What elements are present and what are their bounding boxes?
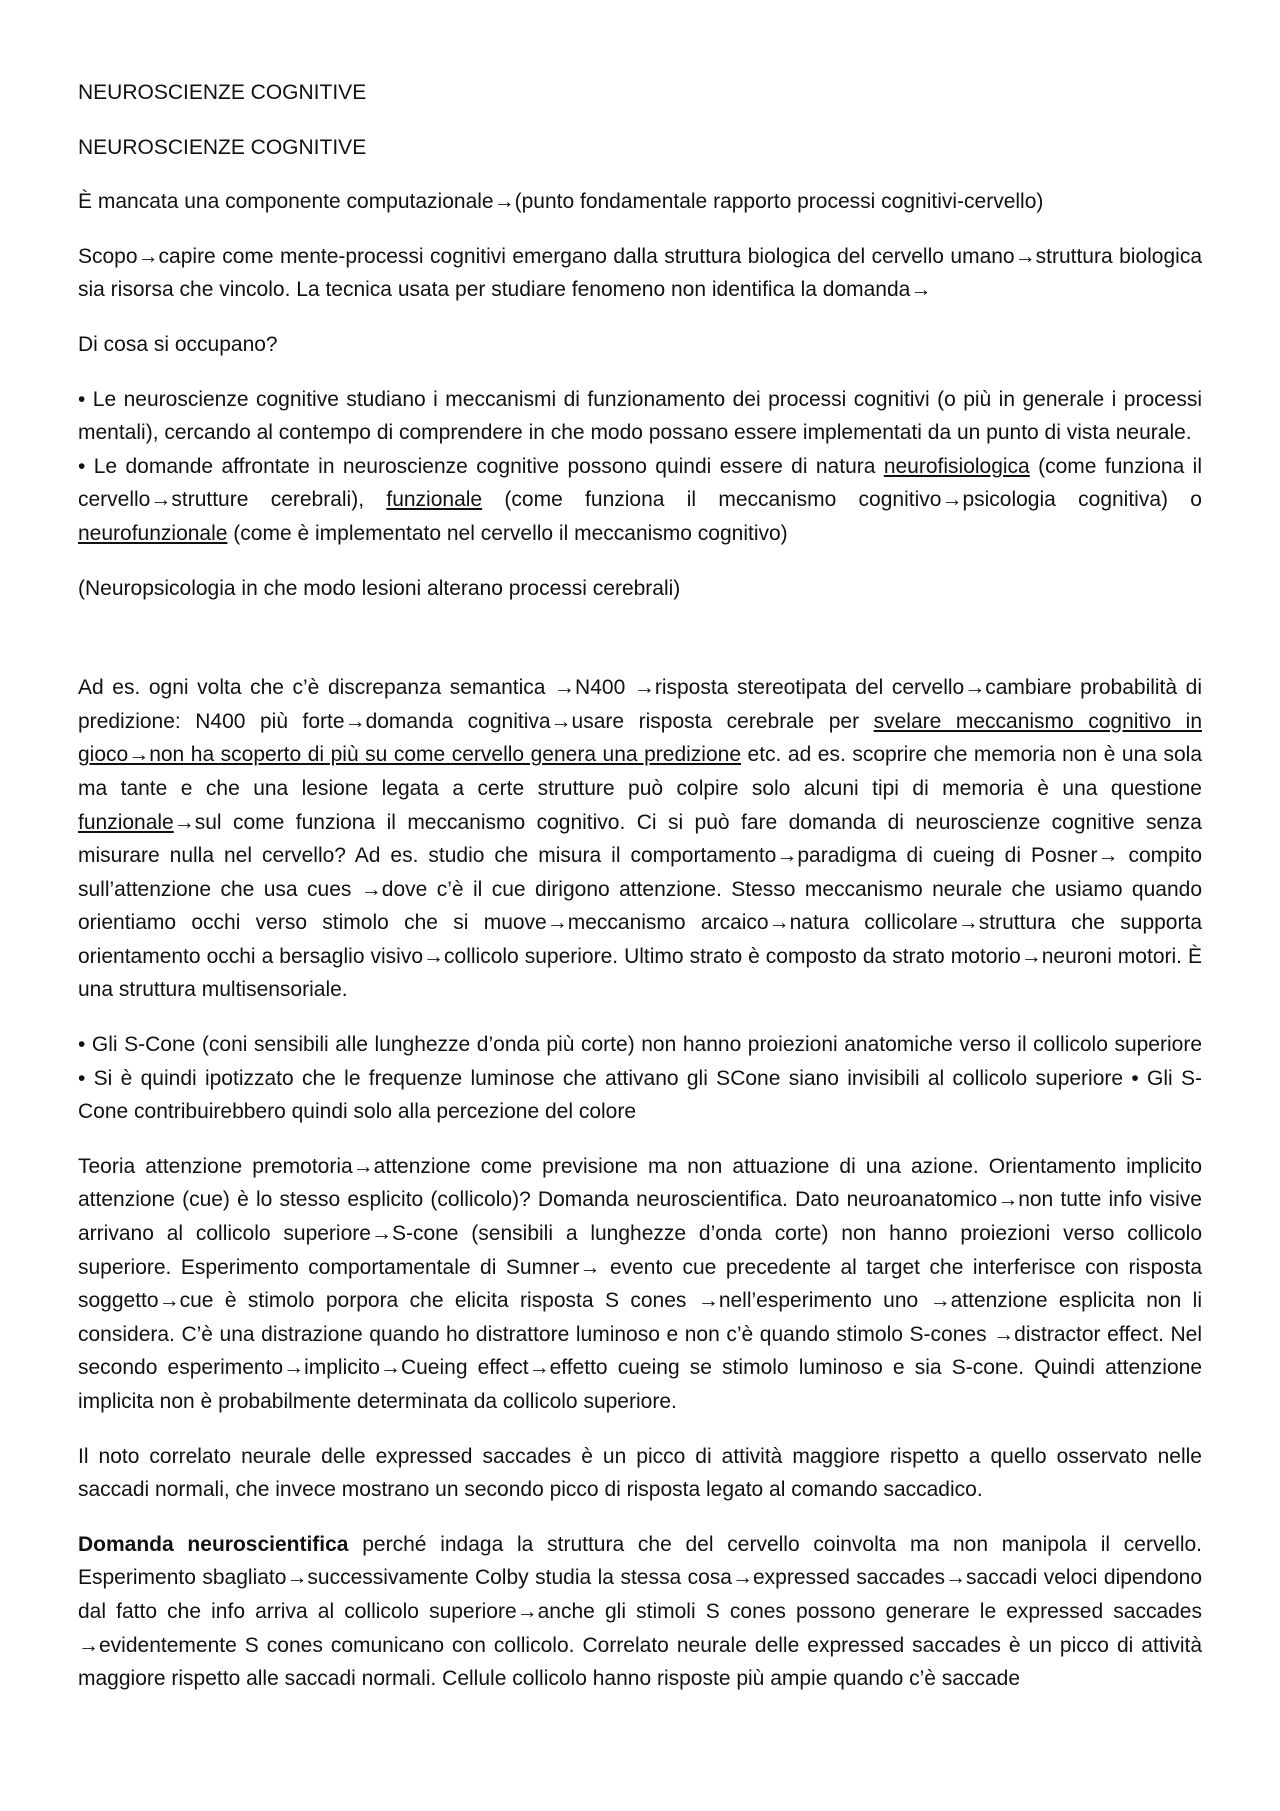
underlined-term: funzionale: [78, 810, 174, 834]
document-title: NEUROSCIENZE COGNITIVE: [78, 81, 367, 104]
underlined-term: neurofunzionale: [78, 521, 228, 545]
paragraph-s-cone: • Gli S-Cone (coni sensibili alle lunghezze d’onda più corte) non hanno proiezioni anatomiche verso il collicolo superiore • Si è quindi ipotizzato che le frequenze luminose che attivano gli SCone siano invisibili al collicolo superiore • Gli S-Cone contribuirebbero quindi solo alla percezione del colore: [78, 1033, 1202, 1124]
paragraph-question: Di cosa si occupano?: [78, 332, 278, 356]
paragraph-n400: Ad es. ogni volta che c’è discrepanza semantica →N400 →risposta stereotipata del cervello→cambiare probabilità di predizione: N400 più forte→domanda cognitiva→usare risposta cerebrale per svelare meccanismo cognitivo in gioco→non ha scoperto di più su come cervello genera una predizione etc. ad es. scoprire che memoria non è una sola ma tante e che una lesione legata a certe strutture può colpire solo alcuni tipi di memoria è una questione funzionale→sul come funziona il meccanismo cognitivo. Ci si può fare domanda di neuroscienze cognitive senza misurare nulla nel cervello? Ad es. studio che misura il comportamento→paradigma di cueing di Posner→ compito sull’attenzione che usa cues →dove c’è il cue dirigono attenzione. Stesso meccanismo neurale che usiamo quando orientiamo occhi verso stimolo che si muove→meccanismo arcaico→natura collicolare→struttura che supporta orientamento occhi a bersaglio visivo→collicolo superiore. Ultimo strato è composto da strato motorio→neuroni motori. È una struttura multisensoriale.: [78, 676, 1202, 1002]
bold-term: Domanda neuroscientifica: [78, 1532, 349, 1556]
underlined-phrase: svelare meccanismo cognitivo in gioco→non ha scoperto di più su come cervello genera una predizione: [78, 709, 1202, 767]
underlined-term: funzionale: [386, 488, 483, 512]
bullet-item-mechanisms: • Le neuroscienze cognitive studiano i meccanismi di funzionamento dei processi cognitivi (o più in generale i processi mentali), cercando al contempo di comprendere in che modo possano essere implementati da un punto di vista neurale.: [78, 387, 1202, 445]
bullet-item-questions: • Le domande affrontate in neuroscienze cognitive possono quindi essere di natura neurofisiologica (come funziona il cervello→strutture cerebrali), funzionale (come funziona il meccanismo cognitivo→psicologia cognitiva) o neurofunzionale (come è implementato nel cervello il meccanismo cognitivo): [78, 454, 1202, 545]
bullet-list: [78, 383, 1202, 551]
document-subtitle: NEUROSCIENZE COGNITIVE: [78, 135, 367, 159]
paragraph-neuropsychology: (Neuropsicologia in che modo lesioni alterano processi cerebrali): [78, 576, 681, 600]
paragraph-premotor-theory: Teoria attenzione premotoria→attenzione come previsione ma non attuazione di una azione. Orientamento implicito attenzione (cue) è lo stesso esplicito (collicolo)? Domanda neuroscientifica. Dato neuroanatomico→non tutte info visive arrivano al collicolo superiore→S-cone (sensibili a lunghezze d’onda corte) non hanno proiezioni verso collicolo superiore. Esperimento comportamentale di Sumner→ evento cue precedente al target che interferisce con risposta soggetto→cue è stimolo porpora che elicita risposta S cones →nell’esperimento uno →attenzione esplicita non li considera. C’è una distrazione quando ho distrattore luminoso e non c’è quando stimolo S-cones →distractor effect. Nel secondo esperimento→implicito→Cueing effect→effetto cueing se stimolo luminoso e sia S-cone. Quindi attenzione implicita non è probabilmente determinata da collicolo superiore.: [78, 1154, 1202, 1413]
paragraph-scope: Scopo→capire come mente-processi cognitivi emergano dalla struttura biologica del cervello umano→struttura biologica sia risorsa che vincolo. La tecnica usata per studiare fenomeno non identifica la domanda→: [78, 244, 1202, 302]
underlined-term: neurofisiologica: [883, 454, 1030, 478]
paragraph-computational: È mancata una componente computazionale→(punto fondamentale rapporto processi cognitivi-cervello): [78, 190, 1044, 214]
paragraph-expressed-saccades: Il noto correlato neurale delle expressed saccades è un picco di attività maggiore rispetto a quello osservato nelle saccadi normali, che invece mostrano un secondo picco di risposta legato al comando saccadico.: [78, 1444, 1202, 1502]
paragraph-neuroscientific-question: Domanda neuroscientifica perché indaga la struttura che del cervello coinvolta ma non manipola il cervello. Esperimento sbagliato→successivamente Colby studia la stessa cosa→expressed saccades→saccadi veloci dipendono dal fatto che info arriva al collicolo superiore→anche gli stimoli S cones possono generare le expressed saccades →evidentemente S cones comunicano con collicolo. Correlato neurale delle expressed saccades è un picco di attività maggiore rispetto alle saccadi normali. Cellule collicolo hanno risposte più ampie quando c’è saccade: [78, 1532, 1203, 1691]
